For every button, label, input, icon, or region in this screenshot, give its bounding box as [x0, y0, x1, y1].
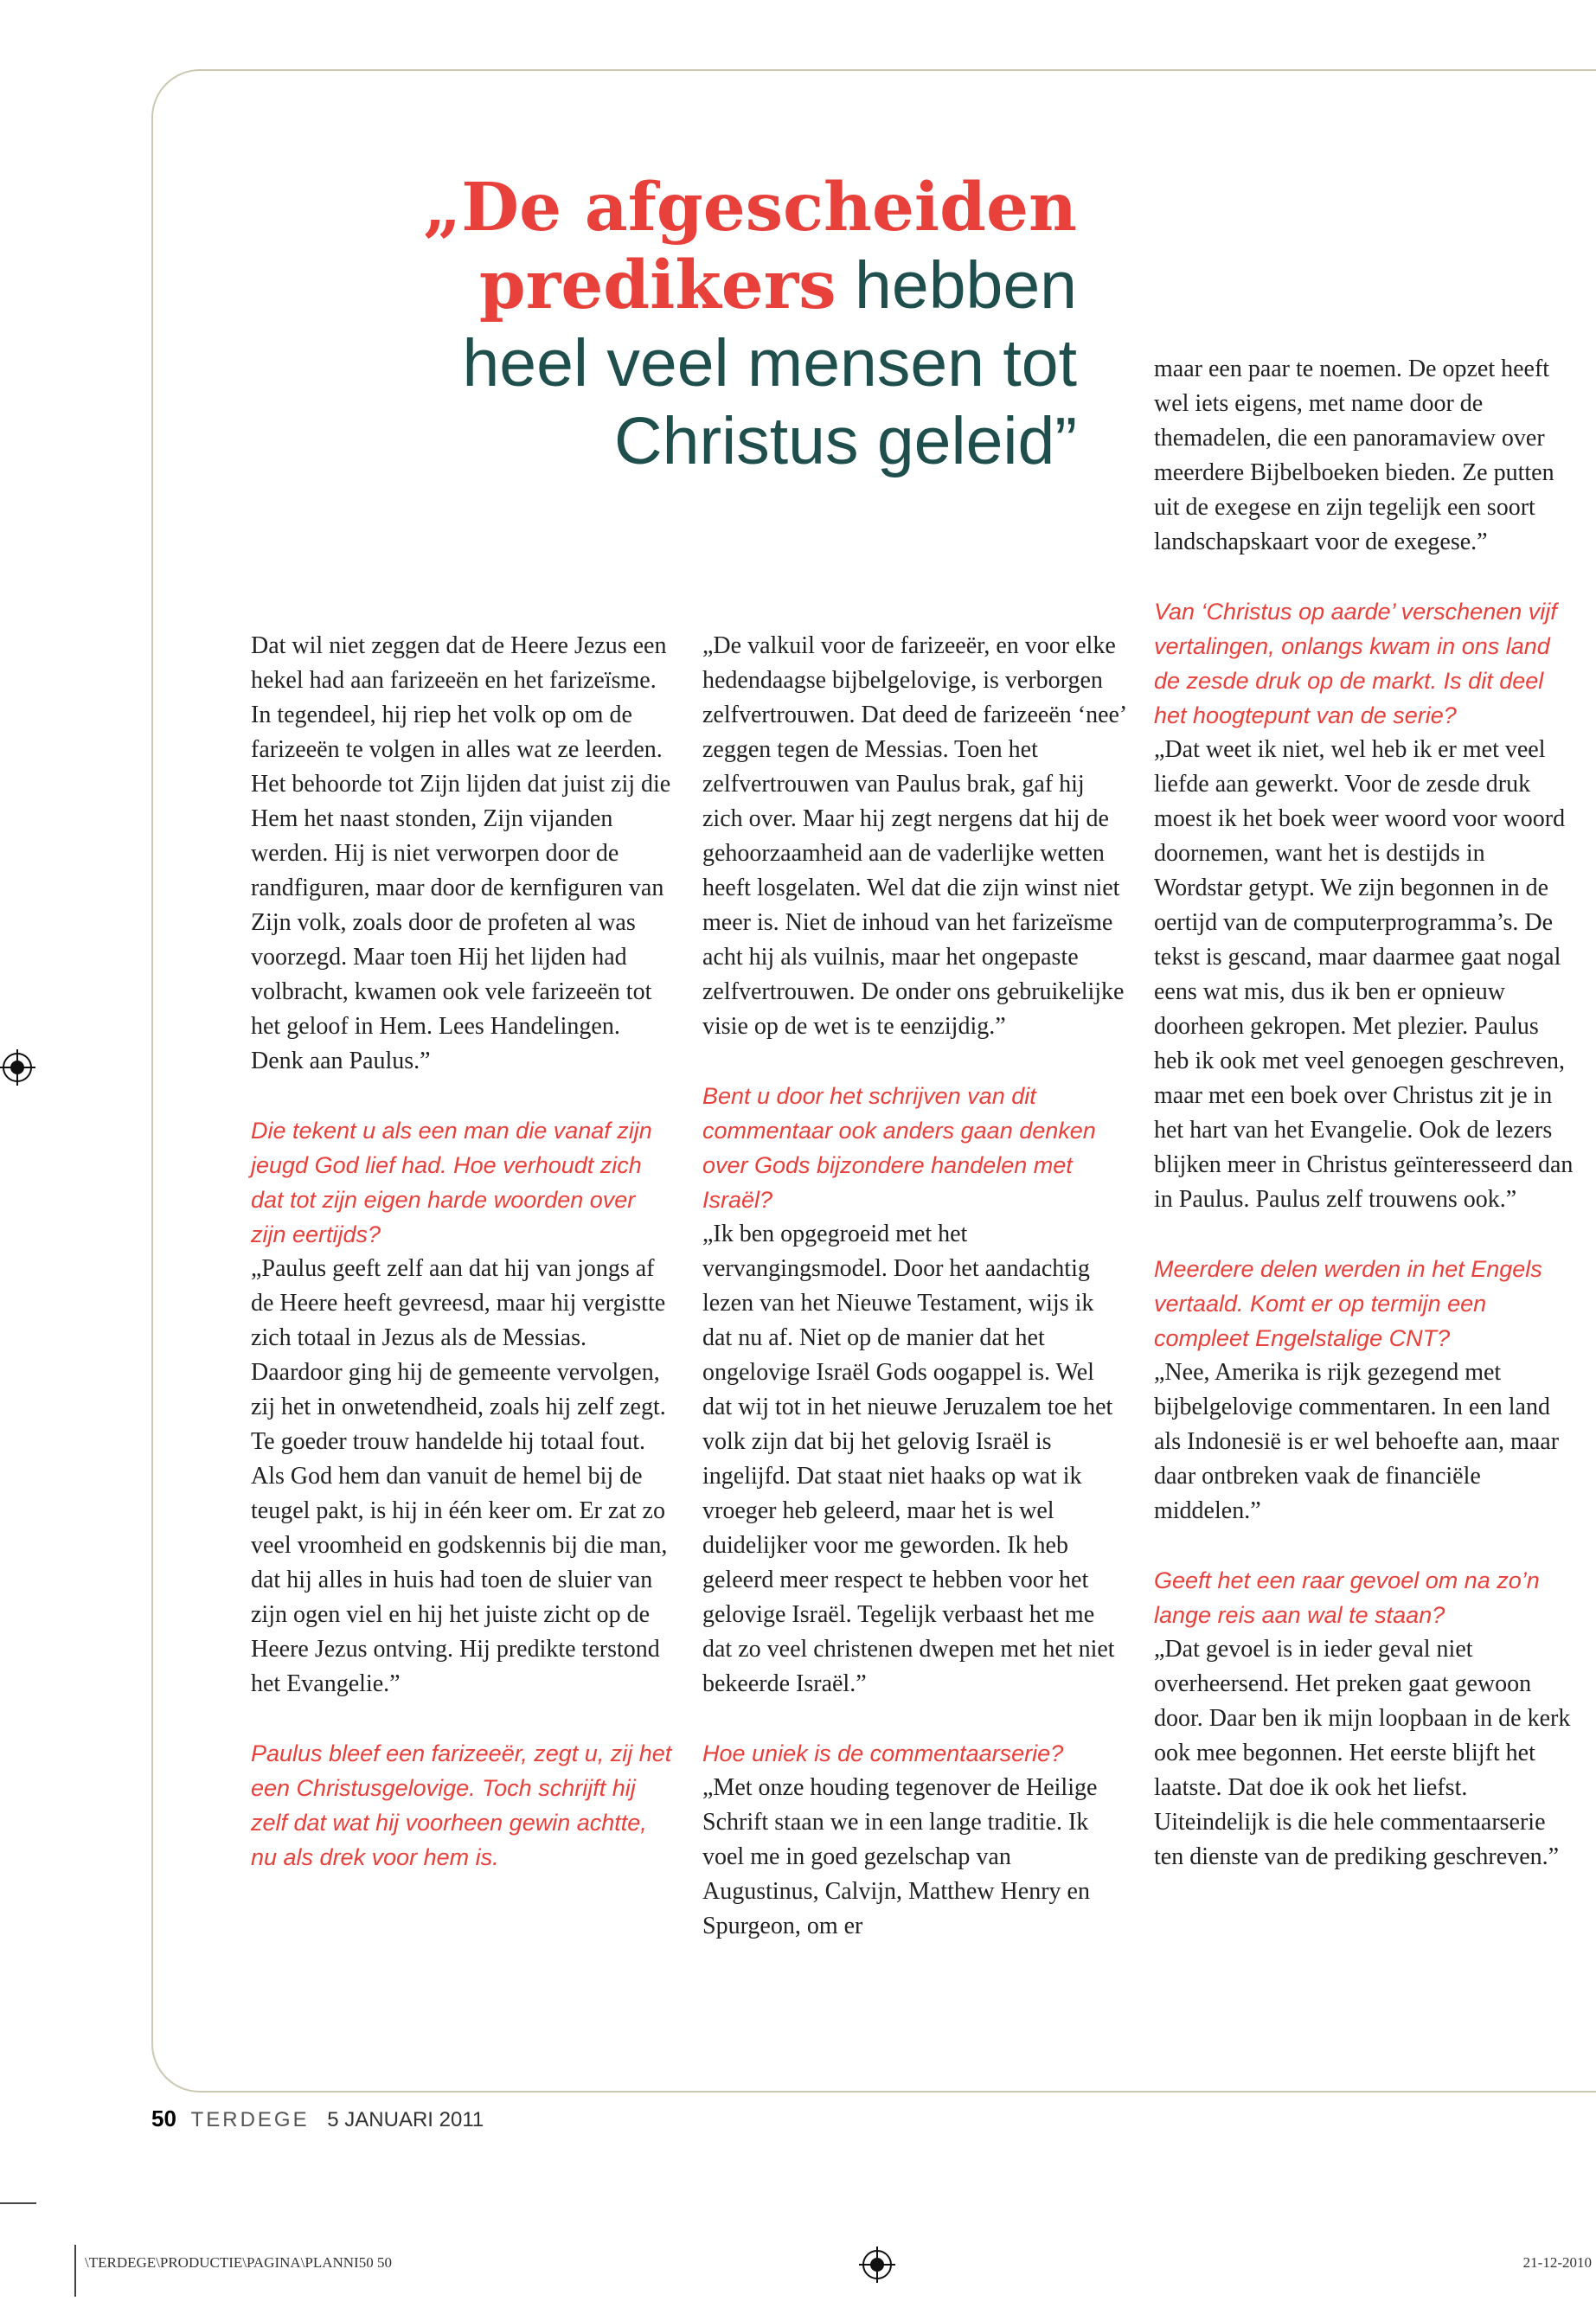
interview-question: Bent u door het schrijven van dit commentaar ook anders gaan denken over Gods bijzondere handelen met Israël?: [702, 1083, 1096, 1213]
body-paragraph: „Met onze houding tegenover de Heilige Schrift staan we in een lange traditie. Ik voel me in goed gezelschap van Augustinus, Calvijn, Matthew Henry en Spurgeon, om er: [702, 1774, 1098, 1939]
print-slug-path: \TERDEGE\PRODUCTIE\PAGINA\PLANNI50 50: [85, 2254, 392, 2271]
body-paragraph: Dat wil niet zeggen dat de Heere Jezus een hekel had aan farizeeën en het farizeïsme. In tegendeel, hij riep het volk op om de farizeeën te volgen in alles wat ze leerden. Het behoorde tot Zijn lijden dat juist zij die Hem het naast stonden, Zijn vijanden werden. Hij is niet verworpen door de randfiguren, maar door de kernfiguren van Zijn volk, zoals door de profeten al was voorzegd. Maar toen Hij het lijden had volbracht, kwamen ook vele farizeeën tot het geloof in Hem. Lees Handelingen. Denk aan Paulus.”: [251, 632, 671, 1074]
print-slug-date: 21-12-2010: [1522, 2254, 1592, 2271]
issue-date: 5 JANUARI 2011: [327, 2108, 484, 2131]
body-paragraph: „De valkuil voor de farizeeër, en voor elke hedendaagse bijbelgelovige, is verborgen zelfvertrouwen. Dat deed de farizeeën ‘nee’ zeggen tegen de Messias. Toen het zelfvertrouwen van Paulus brak, gaf hij zich over. Maar hij zegt nergens dat hij de gehoorzaamheid aan de vaderlijke wetten heeft losgelaten. Wel dat die zijn winst niet meer is. Niet de inhoud van het farizeïsme acht hij als vuilnis, maar het ongepaste zelfvertrouwen. De onder ons gebruikelijke visie op de wet is te eenzijdig.”: [702, 632, 1126, 1040]
article-column-1: [251, 629, 675, 1875]
body-paragraph: „Dat weet ik niet, wel heb ik er met veel liefde aan gewerkt. Voor de zesde druk moest ik het boek weer woord voor woord doornemen, want het is destijds in Wordstar getypt. We zijn begonnen in de oertijd van de computerprogramma’s. De tekst is gescand, maar daarmee gaat nogal eens wat mis, dus ik ben er opnieuw doorheen gekropen. Met plezier. Paulus heb ik ook met veel genoegen geschreven, maar met een boek over Christus zit je in het hart van het Evangelie. Ook de lezers blijken meer in Christus geïnteresseerd dan in Paulus. Paulus zelf trouwens ook.”: [1154, 736, 1574, 1213]
article-column-2: [702, 629, 1126, 1944]
paragraph-spacer: [702, 1044, 1126, 1079]
trim-mark: [0, 2202, 36, 2204]
interview-question: Geeft het een raar gevoel om na zo’n lange reis aan wal te staan?: [1154, 1567, 1540, 1628]
headline-line-4: Christus geleid”: [614, 404, 1077, 478]
trim-mark: [74, 2245, 76, 2297]
headline-line-3: heel veel mensen tot: [462, 326, 1077, 401]
interview-question: Hoe uniek is de commentaarserie?: [702, 1740, 1064, 1766]
headline-emphasis: predikers: [478, 247, 836, 324]
body-paragraph: „Nee, Amerika is rijk gezegend met bijbelgelovige commentaren. In een land als Indonesië is er wel behoefte aan, maar daar ontbreken vaak de financiële middelen.”: [1154, 1359, 1560, 1524]
headline-line-1: „De afgescheiden: [423, 169, 1077, 247]
paragraph-spacer: [1154, 1217, 1578, 1252]
interview-question: Meerdere delen werden in het Engels vertaald. Komt er op termijn een compleet Engelstalige CNT?: [1154, 1256, 1542, 1351]
registration-mark-icon: [862, 2250, 892, 2279]
interview-question: Paulus bleef een farizeeër, zegt u, zij het een Christusgelovige. Toch schrijft hij zelf dat wat hij voorheen gewin achtte, nu als drek voor hem is.: [251, 1740, 672, 1870]
body-paragraph: „Dat gevoel is in ieder geval niet overheersend. Het preken gaat gewoon door. Daar ben ik mijn loopbaan in de kerk ook mee begonnen. Het eerste blijft het laatste. Dat doe ik ook het liefst. Uiteindelijk is die hele commentaarserie ten dienste van de prediking geschreven.”: [1154, 1636, 1571, 1870]
article-column-3: [1154, 352, 1578, 1875]
paragraph-spacer: [1154, 1529, 1578, 1563]
page-number: 50: [151, 2106, 176, 2131]
magazine-name: TERDEGE: [190, 2108, 310, 2131]
paragraph-spacer: [1154, 560, 1578, 594]
headline-continuation: hebben: [836, 248, 1077, 323]
registration-mark-icon: [3, 1053, 32, 1082]
headline: [402, 169, 1077, 480]
paragraph-spacer: [251, 1079, 675, 1113]
paragraph-spacer: [251, 1702, 675, 1736]
interview-question: Van ‘Christus op aarde’ verschenen vijf vertalingen, onlangs kwam in ons land de zesde druk op de markt. Is dit deel het hoogtepunt van de serie?: [1154, 599, 1557, 728]
body-paragraph: „Ik ben opgegroeid met het vervangingsmodel. Door het aandachtig lezen van het Nieuwe Testament, wijs ik dat nu af. Niet op de manier dat het ongelovige Israël Gods oogappel is. Wel dat wij tot in het nieuwe Jeruzalem toe het volk zijn dat bij het gelovig Israël is ingelijfd. Dat staat niet haaks op wat ik vroeger heb geleerd, maar het is wel duidelijker voor me geworden. Ik heb geleerd meer respect te hebben voor het gelovige Israël. Tegelijk verbaast het me dat zo veel christenen dwepen met het niet bekeerde Israël.”: [702, 1221, 1115, 1697]
page-footer: [151, 2106, 484, 2132]
paragraph-spacer: [702, 1702, 1126, 1736]
body-paragraph: „Paulus geeft zelf aan dat hij van jongs af de Heere heeft gevreesd, maar hij vergistte zich totaal in Jezus als de Messias. Daardoor ging hij de gemeente vervolgen, zij het in onwetendheid, zoals hij zelf zegt. Te goeder trouw handelde hij totaal fout. Als God hem dan vanuit de hemel bij de teugel pakt, is hij in één keer om. Er zat zo veel vroomheid en godskennis bij die man, dat hij alles in huis had toen de sluier van zijn ogen viel en hij het juiste zicht op de Heere Jezus ontving. Hij predikte terstond het Evangelie.”: [251, 1255, 668, 1697]
body-paragraph: maar een paar te noemen. De opzet heeft wel iets eigens, met name door de themadelen, die een panoramaview over meerdere Bijbelboeken bieden. Ze putten uit de exegese en zijn tegelijk een soort landschapskaart voor de exegese.”: [1154, 356, 1554, 555]
headline-line-2: [402, 247, 1077, 324]
interview-question: Die tekent u als een man die vanaf zijn jeugd God lief had. Hoe verhoudt zich dat tot zijn eigen harde woorden over zijn eertijds?: [251, 1118, 652, 1247]
